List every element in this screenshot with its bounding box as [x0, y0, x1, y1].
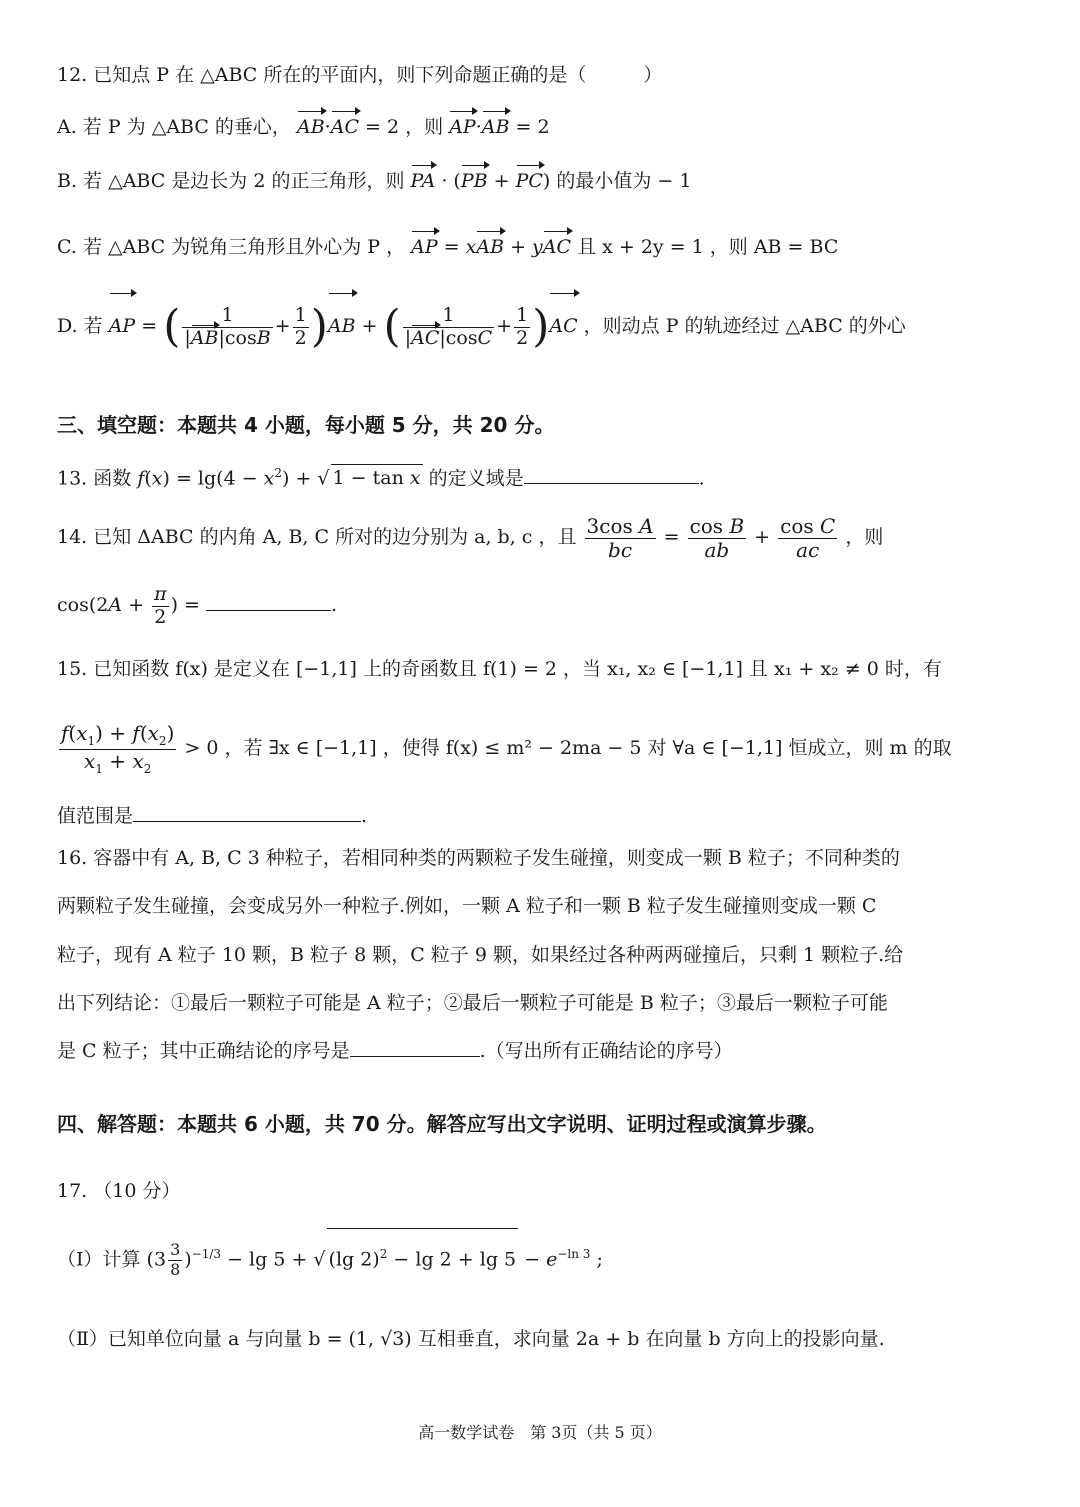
page-footer: 高一数学试卷 第 3页（共 5 页）	[418, 1423, 662, 1442]
q15-line2-text: > 0 ，若 ∃x ∈ [−1,1] ，使得 f(x) ≤ m² − 2ma − 5 对 ∀a ∈ [−1,1] 恒成立，则 m 的取	[184, 737, 952, 759]
q12-c-post: 且 x + 2y = 1 ，则 AB = BC	[577, 236, 839, 258]
q16-line4: 出下列结论：①最后一颗粒子可能是 A 粒子；②最后一颗粒子可能是 B 粒子；③最后一颗粒子可能	[57, 992, 888, 1014]
q17-part1: （Ⅰ）计算 (3 $\frac{3}{8}$ )$^{-1/3}$ − lg 5 + √ (lg $2)^2 - \lg 2 + \lg 5 - e^{-ln 3}$ ;	[57, 1228, 603, 1284]
q16-line3: 粒子，现有 A 粒子 10 颗，B 粒子 8 颗，C 粒子 9 颗，如果经过各种两两碰撞后，只剩 1 颗粒子.给	[57, 944, 904, 966]
q16-answer-blank[interactable]	[350, 1040, 480, 1057]
q15-line2: $\frac{f(x_1) + f(x_2)}{x_1 + x_2}$ > 0 ，若 ∃x ∈ [−1,1] ，使得 f(x) ≤ m² − 2ma − 5 对 ∀a ∈ [−1,1] 恒成立，则 m 的取	[61, 720, 952, 776]
q13-post: 的定义域是	[428, 467, 524, 490]
q12-stem: 12. 已知点 P 在 △ABC 所在的平面内，则下列命题正确的是（ ）	[57, 64, 663, 86]
q15-line3: 值范围是 .	[57, 805, 368, 827]
q15-line3-text: 值范围是	[57, 805, 134, 827]
q12-d-post: ，则动点 P 的轨迹经过 △ABC 的外心	[583, 315, 906, 337]
q12-a-val: = 2	[515, 116, 550, 138]
q14-answer-blank[interactable]	[206, 594, 331, 611]
section3-title: 三、填空题：本题共 4 小题，每小题 5 分，共 20 分。	[57, 413, 555, 437]
q13-answer-blank[interactable]	[524, 467, 699, 484]
q12-option-d: D. 若 AP = ( $\frac{1}{|AB|\cos B}$ + $\frac{1}{2}$ )AB + ( $\frac{1}{|AC|\cos C}$ + $\frac{1}{2}$ )AC ，则动点 P 的轨迹经过 △ABC 的外心	[57, 296, 906, 356]
q14-post: ，则	[845, 526, 884, 548]
q16-line5-post: .（写出所有正确结论的序号）	[479, 1040, 733, 1062]
q14-pre: 14. 已知 ΔABC 的内角 A, B, C 所对的边分别为 a, b, c ，且	[57, 526, 577, 548]
q12-b-post: 的最小值为 − 1	[556, 170, 692, 192]
q17-head: 17. （10 分）	[57, 1180, 181, 1202]
q12-a-post: ，则	[405, 116, 444, 138]
q12-option-c: C. 若 △ABC 为锐角三角形且外心为 P ， AP = xAB + yAC 且 x + 2y = 1 ，则 AB = BC	[57, 236, 839, 258]
q12-option-a: A. 若 P 为 △ABC 的垂心， AB·AC = 2 ，则 AP·AB = 2	[57, 116, 550, 138]
q12-c-pre: C. 若 △ABC 为锐角三角形且外心为 P ，	[57, 236, 406, 258]
q17-part2: （Ⅱ）已知单位向量 a 与向量 b = (1, √3) 互相垂直，求向量 2a + b 在向量 b 方向上的投影向量.	[57, 1328, 885, 1350]
q12-b-pre: B. 若 △ABC 是边长为 2 的正三角形，则	[57, 170, 405, 192]
q16-line5	[57, 1038, 733, 1064]
q12-option-b: B. 若 △ABC 是边长为 2 的正三角形，则 PA · (PB + PC) 的最小值为 − 1	[57, 170, 692, 192]
q13: 13. 函数 $f(x) = \lg(4 - x^2)$ + √ 1 − tan x 的定义域是 .	[57, 466, 705, 490]
q14: 14. 已知 ΔABC 的内角 A, B, C 所对的边分别为 a, b, c ，且 $\frac{\text{3cos A}}{bc}$ = $\frac{\text{cos B}}{ab}$ + $\frac{\text{cos C}}{ac}$ ，则	[57, 513, 884, 562]
q16-line5-pre: 是 C 粒子；其中正确结论的序号是	[57, 1040, 350, 1062]
q12-d-pre: D. 若	[57, 315, 103, 337]
section4-title: 四、解答题：本题共 6 小题，共 70 分。解答应写出文字说明、证明过程或演算步骤。	[57, 1112, 827, 1136]
q15-answer-blank[interactable]	[133, 805, 361, 822]
q17-part1-pre: （Ⅰ）计算	[57, 1248, 141, 1271]
q14-line2: cos(2A + $\frac{\pi}{2}$ ) = .	[57, 582, 338, 628]
q16-line1: 16. 容器中有 A, B, C 3 种粒子，若相同种类的两颗粒子发生碰撞，则变成一颗 B 粒子；不同种类的	[57, 847, 900, 869]
q13-pre: 13. 函数	[57, 467, 132, 490]
q12-a-pre: A. 若 P 为 △ABC 的垂心，	[57, 116, 291, 138]
q16-line2: 两颗粒子发生碰撞，会变成另外一种粒子.例如，一颗 A 粒子和一颗 B 粒子发生碰撞则变成一颗 C	[57, 895, 877, 917]
q15-line1: 15. 已知函数 f(x) 是定义在 [−1,1] 上的奇函数且 f(1) = 2 ，当 x₁, x₂ ∈ [−1,1] 且 x₁ + x₂ ≠ 0 时，有	[57, 658, 942, 680]
